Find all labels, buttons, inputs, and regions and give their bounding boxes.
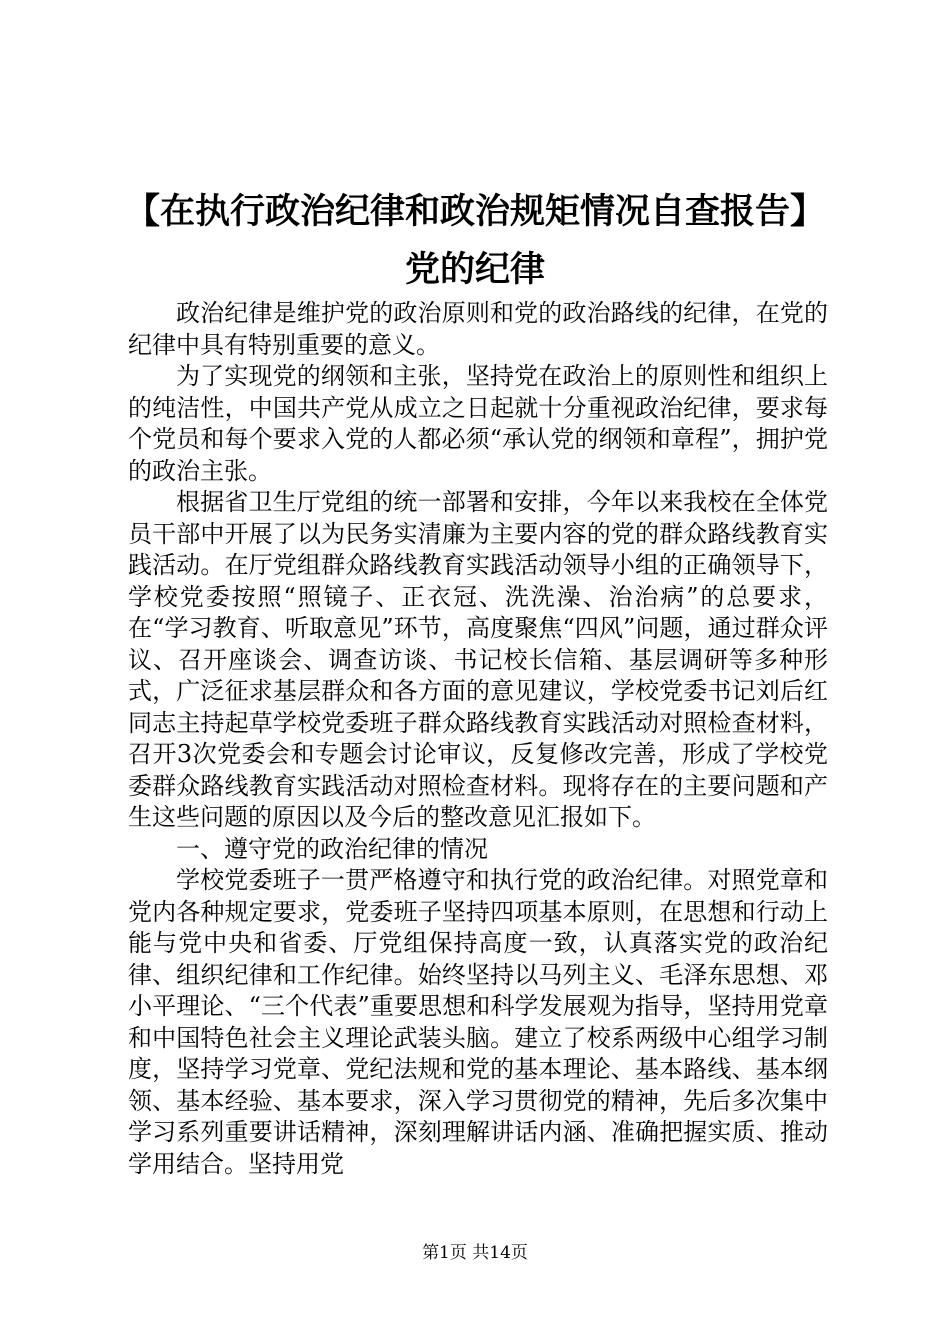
paragraph-2: 为了实现党的纲领和主张，坚持党在政治上的原则性和组织上的纯洁性，中国共产党从成立之日起就十分重视政治纪律，要求每个党员和每个要求入党的人都必须“承认党的纲领和章程”，拥护党的政治主张。 <box>128 362 828 485</box>
section-heading-1: 一、遵守党的政治纪律的情况 <box>176 834 488 863</box>
paragraph-4: 学校党委班子一贯严格遵守和执行党的政治纪律。对照党章和党内各种规定要求，党委班子坚持四项基本原则，在思想和行动上能与党中央和省委、厅党组保持高度一致，认真落实党的政治纪律、组织纪律和工作纪律。始终坚持以马列主义、毛泽东思想、邓小平理论、“三个代表”重要思想和科学发展观为指导，坚持用党章和中国特色社会主义理论武装头脑。建立了校系两级中心组学习制度，坚持学习党章、党纪法规和党的基本理论、基本路线、基本纲领、基本经验、基本要求，深入学习贯彻党的精神，先后多次集中学习系列重要讲话精神，深刻理解讲话内涵、准确把握实质、推动学用结合。坚持用党 <box>128 866 828 1178</box>
paragraph-1: 政治纪律是维护党的政治原则和党的政治路线的纪律，在党的纪律中具有特别重要的意义。 <box>128 299 828 359</box>
document-title-line-1: 【在执行政治纪律和政治规矩情况自查报告】 <box>124 191 825 232</box>
page-footer: 第1页 共14页 <box>422 1243 528 1263</box>
document-body <box>128 298 828 1180</box>
paragraph-3: 根据省卫生厅党组的统一部署和安排，今年以来我校在全体党员干部中开展了以为民务实清廉为主要内容的党的群众路线教育实践活动。在厅党组群众路线教育实践活动领导小组的正确领导下，学校党委按照“照镜子、正衣冠、洗洗澡、治治病”的总要求，在“学习教育、听取意见”环节，高度聚焦“四风”问题，通过群众评议、召开座谈会、调查访谈、书记校长信箱、基层调研等多种形式，广泛征求基层群众和各方面的意见建议，学校党委书记刘后红同志主持起草学校党委班子群众路线教育实践活动对照检查材料，召开3次党委会和专题会讨论审议，反复修改完善，形成了学校党委群众路线教育实践活动对照检查材料。现将存在的主要问题和产生这些问题的原因以及今后的整改意见汇报如下。 <box>128 488 828 831</box>
document-title-line-2: 党的纪律 <box>404 249 545 290</box>
